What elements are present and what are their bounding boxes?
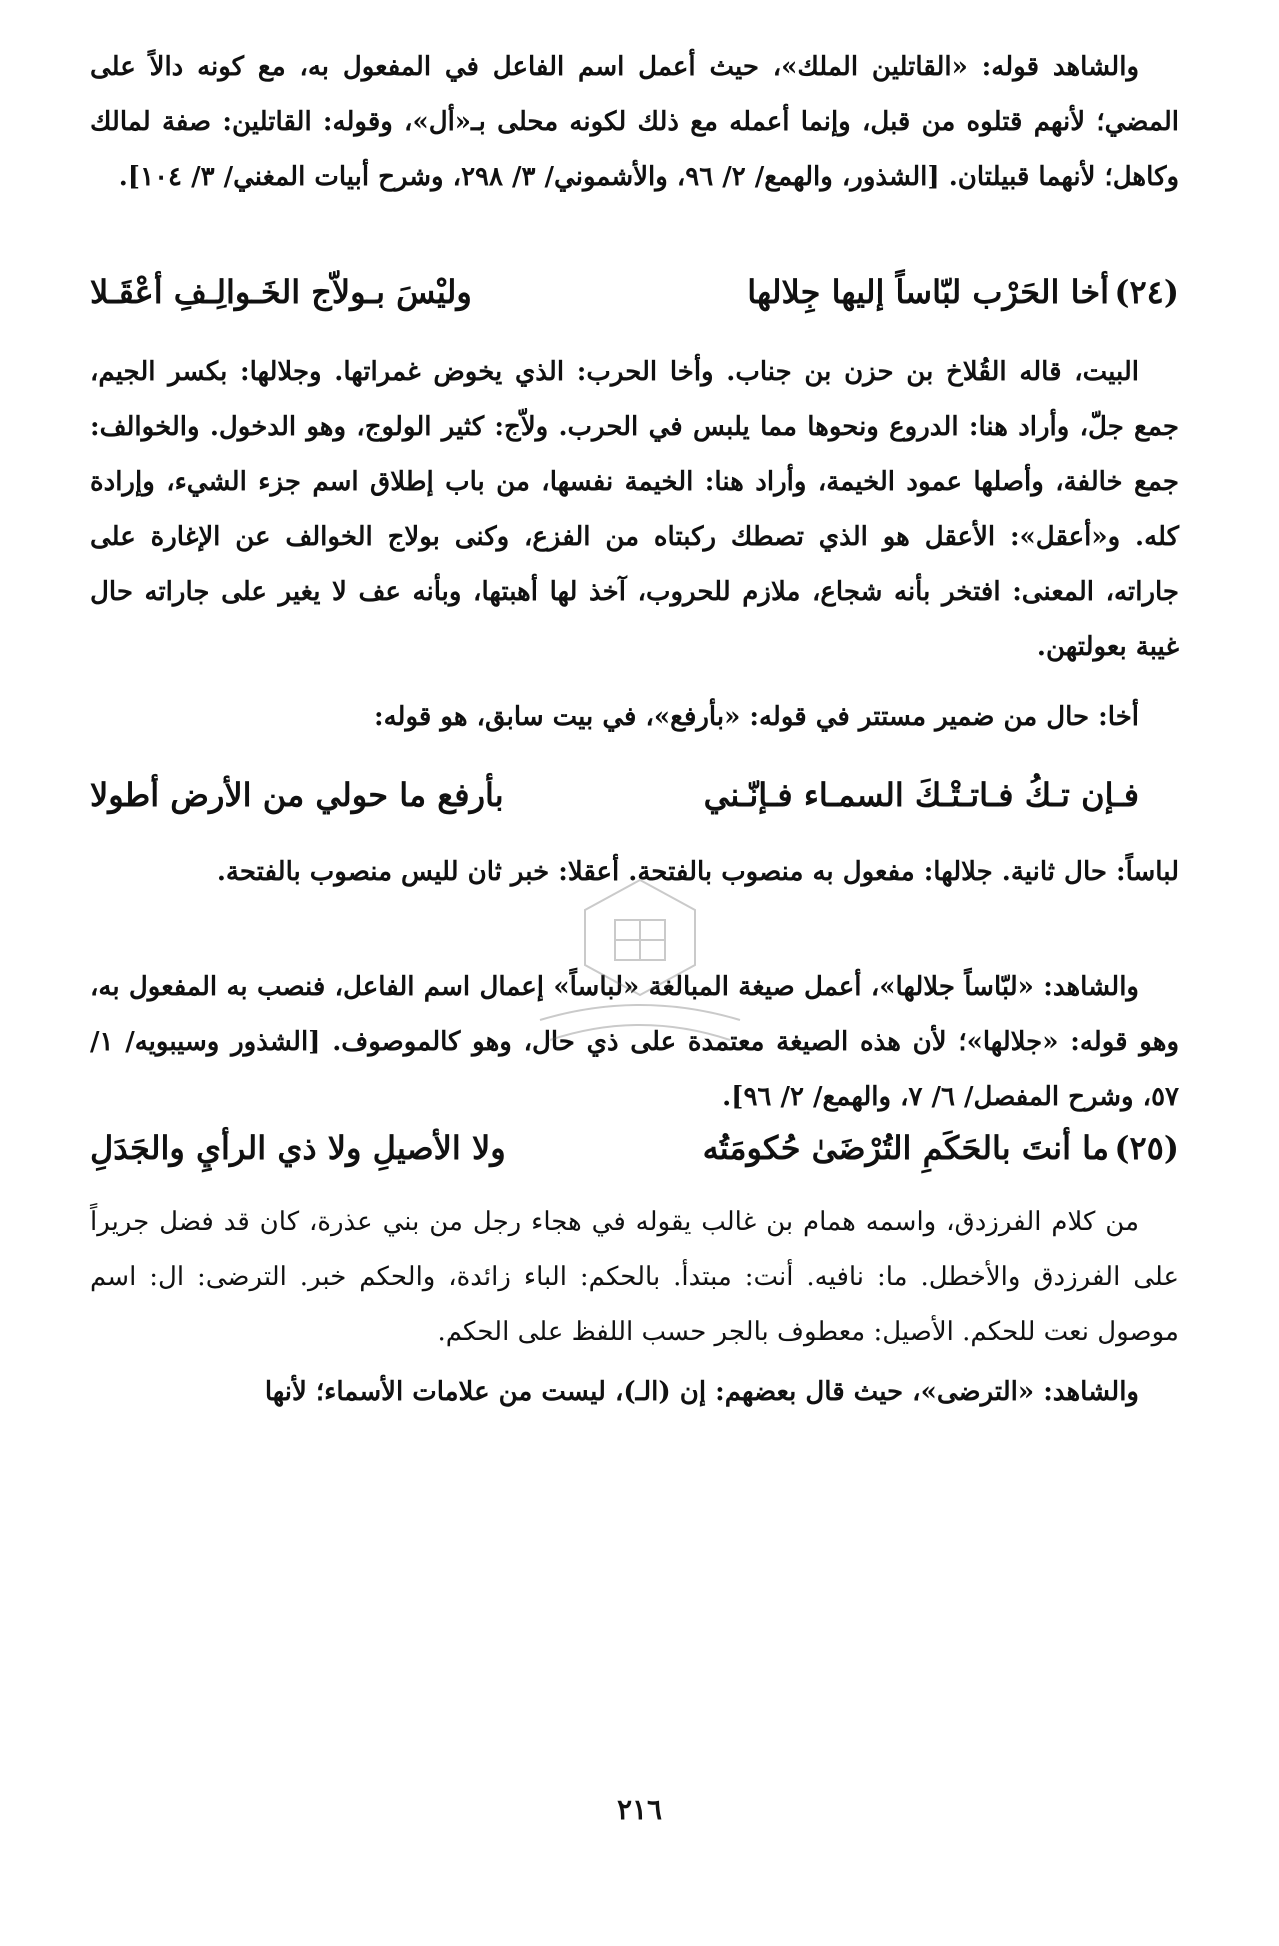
paragraph-shahid-turda: والشاهد: «الترضى»، حيث قال بعضهم: إن (الـ)، ليست من علامات الأسماء؛ لأنها: [264, 1377, 1139, 1407]
paragraph-verse-25-commentary: من كلام الفرزدق، واسمه همام بن غالب يقوله في هجاء رجل من بني عذرة، كان قد فضل جريراً على الفرزدق والأخطل. ما: نافيه. أنت: مبتدأ. بالحكم: الباء زائدة، والحكم خبر. الترضى: ال: اسم موصول نعت للحكم. الأصيل: معطوف بالجر حسب اللفظ على الحكم.: [90, 1207, 1179, 1347]
verse-hemistich-second: بأرفع ما حولي من الأرض أطولا: [90, 776, 504, 814]
verse-hemistich-first: فـإن تـكُ فـاتـتْـكَ السمـاء فـإنّـني: [703, 776, 1139, 814]
paragraph-shahid-libasan: والشاهد: «لبّاساً جلالها»، أعمل صيغة المبالغة «لباساً» إعمال اسم الفاعل، فنصب به المفعول به، وهو قوله: «جلالها»؛ لأن هذه الصيغة معتمدة على ذي حال، وهو كالموصوف. [الشذور وسيبويه/ ١/ ٥٧، وشرح المفصل/ ٦/ ٧، والهمع/ ٢/ ٩٦].: [90, 972, 1179, 1112]
verse-number: (٢٥): [1114, 1129, 1179, 1167]
verse-hemistich-first: أخا الحَرْب لبّاساً إليها جِلالها: [747, 273, 1109, 311]
paragraph-akha-parsing: أخا: حال من ضمير مستتر في قوله: «بأرفع»، في بيت سابق، هو قوله:: [374, 702, 1139, 732]
verse-previous: [90, 765, 1179, 825]
verse-hemistich-second: ولا الأصيلِ ولا ذي الرأيِ والجَدَلِ: [90, 1129, 506, 1167]
verse-hemistich-first: ما أنتَ بالحَكَمِ التُرْضَىٰ حُكومَتُه: [702, 1129, 1109, 1167]
paragraph-verse-24-commentary: البيت، قاله القُلاخ بن حزن بن جناب. وأخا الحرب: الذي يخوض غمراتها. وجلالها: بكسر الجيم، جمع جلّ، وأراد هنا: الدروع ونحوها مما يلبس في الحرب. ولاّج: كثير الولوج، وهو الدخول. والخوالف: جمع خالفة، وأصلها عمود الخيمة، وأراد هنا: الخيمة نفسها، من باب إطلاق اسم جزء الشيء، وإرادة كله. و«أعقل»: الأعقل هو الذي تصطك ركبتاه من الفزع، وكنى بولاج الخوالف عن الإغارة على جاراته، المعنى: افتخر بأنه شجاع، ملازم للحروب، آخذ لها أهبتها، وبأنه عف لا يغير على جاراته حال غيبة بعولتهن.: [90, 357, 1179, 662]
library-seal-watermark: [520, 870, 760, 1070]
verse-hemistich-second: وليْسَ بـولاّج الخَـوالِـفِ أعْقَـلا: [90, 273, 472, 311]
paragraph-libasan-parsing: لباساً: حال ثانية. جلالها: مفعول به منصوب بالفتحة. أعقلا: خبر ثان لليس منصوب بالفتحة.: [216, 857, 1179, 887]
verse-25: [90, 1118, 1179, 1178]
verse-24: [90, 262, 1179, 322]
verse-number: (٢٤): [1114, 273, 1179, 311]
page-number: ٢١٦: [616, 1793, 663, 1826]
paragraph-shahid-qatilin: والشاهد قوله: «القاتلين الملك»، حيث أعمل اسم الفاعل في المفعول به، مع كونه دالاً على المضي؛ لأنهم قتلوه من قبل، وإنما أعمله مع ذلك لكونه محلى بـ«أل»، وقوله: القاتلين: صفة لمالك وكاهل؛ لأنهما قبيلتان. [الشذور، والهمع/ ٢/ ٩٦، والأشموني/ ٣/ ٢٩٨، وشرح أبيات المغني/ ٣/ ١٠٤].: [90, 52, 1180, 192]
